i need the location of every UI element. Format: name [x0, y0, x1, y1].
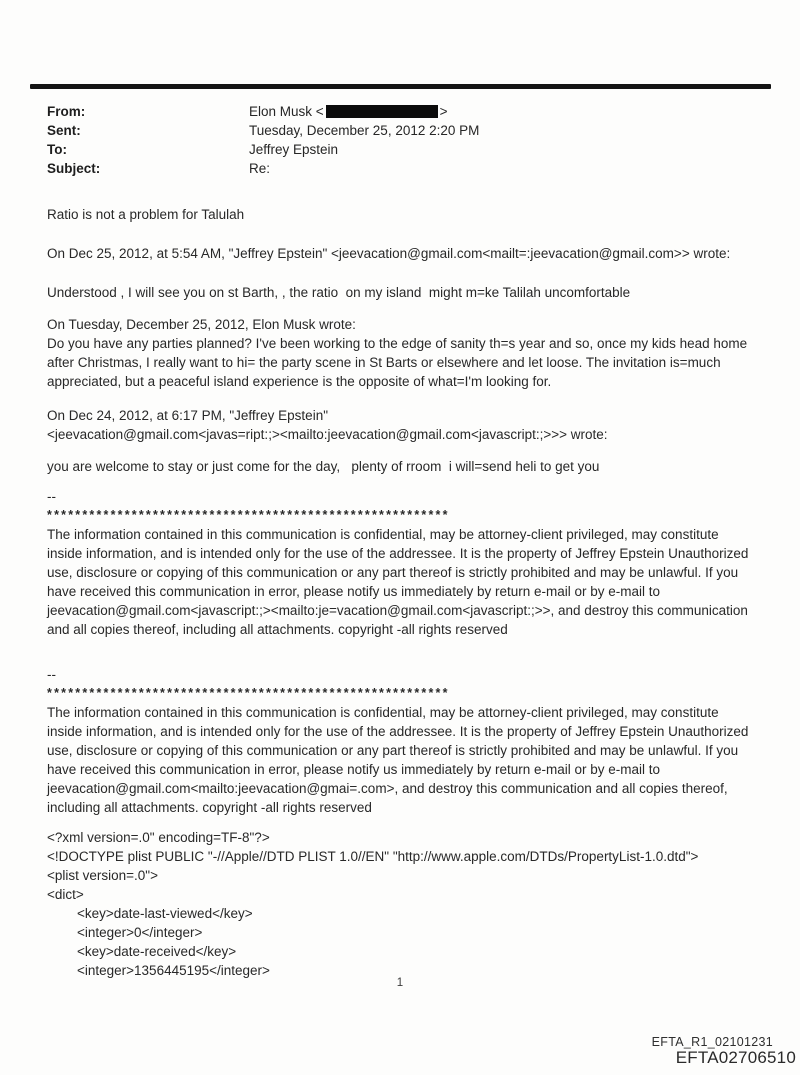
subject-label: Subject: [47, 161, 101, 176]
header-row-sent [47, 121, 770, 140]
quote1-attribution: On Dec 25, 2012, at 5:54 AM, "Jeffrey Epstein" <jeevacation@gmail.com<mailt=:jeevacation@gmail.com>> wrote: [47, 246, 731, 261]
plist-code-block [47, 828, 776, 980]
disclaimer1-line: have received this communication in error, please notify us immediately by return e-mail or by e-mail to [47, 584, 661, 599]
asterisk-divider: ********************************************************* [47, 686, 450, 700]
disclaimer2-line: The information contained in this communication is confidential, may be attorney-client privileged, may constitute [47, 705, 719, 720]
disclaimer2-line: use, disclosure or copying of this communication or any part thereof is strictly prohibited and may be unlawful. If you [47, 743, 739, 758]
quote3-attribution-block [47, 406, 776, 444]
signature-block-1 [47, 487, 776, 639]
body-line: appreciated, but a peaceful island experience is the opposite of what=I'm looking for. [47, 374, 552, 389]
quote3-text: you are welcome to stay or just come for the day, plenty of rroom i will=send heli to get you [47, 459, 600, 474]
quote2-block [47, 315, 776, 391]
header-row-from [47, 102, 770, 121]
asterisk-divider: ********************************************************* [47, 508, 450, 522]
plist-integer-line: <integer>1356445195</integer> [77, 963, 270, 978]
header-divider-rule [30, 84, 771, 89]
plist-doctype: <!DOCTYPE plist PUBLIC "-//Apple//DTD PLIST 1.0//EN" "http://www.apple.com/DTDs/PropertyList-1.0.dtd"> [47, 849, 699, 864]
sent-label: Sent: [47, 123, 81, 138]
header-row-to [47, 140, 770, 159]
disclaimer2-line: including all attachments. copyright -all rights reserved [47, 800, 372, 815]
plist-xml-declaration: <?xml version=.0" encoding=TF-8"?> [47, 830, 270, 845]
plist-dict-tag: <dict> [47, 887, 84, 902]
bates-stamp-efta: EFTA02706510 [675, 1048, 796, 1067]
from-value [249, 102, 448, 121]
reply-note: Ratio is not a problem for Talulah [47, 207, 245, 222]
to-label: To: [47, 142, 67, 157]
disclaimer2-line: have received this communication in error, please notify us immediately by return e-mail or by e-mail to [47, 762, 661, 777]
quote1-text: Understood , I will see you on st Barth, , the ratio on my island might m=ke Talilah uncomfortable [47, 285, 631, 300]
sender-name: Elon Musk < [249, 104, 324, 119]
from-value-suffix: > [439, 104, 448, 119]
header-row-subject [47, 159, 770, 178]
subject-value: Re: [249, 161, 271, 176]
disclaimer1-line: and all copies thereof, including all attachments. copyright -all rights reserved [47, 622, 508, 637]
to-value: Jeffrey Epstein [249, 142, 339, 157]
body-line: after Christmas, I really want to hi= the party scene in St Barts or elsewhere and let loose. The invitation is=much [47, 355, 721, 370]
disclaimer2-line: inside information, and is intended only for the use of the addressee. It is the property of Jeffrey Epstein Unauthorized [47, 724, 749, 739]
bates-stamp-r1: EFTA_R1_02101231 [651, 1035, 773, 1049]
quote3-attribution: On Dec 24, 2012, at 6:17 PM, "Jeffrey Epstein" [47, 408, 328, 423]
signature-delimiter: -- [47, 489, 56, 504]
quote2-attribution: On Tuesday, December 25, 2012, Elon Musk wrote: [47, 317, 356, 332]
plist-integer-line: <integer>0</integer> [77, 925, 203, 940]
disclaimer1-line: inside information, and is intended only for the use of the addressee. It is the property of Jeffrey Epstein Unauthorized [47, 546, 749, 561]
plist-key-line: <key>date-received</key> [77, 944, 237, 959]
disclaimer1-line: The information contained in this communication is confidential, may be attorney-client privileged, may constitute [47, 527, 719, 542]
email-header [47, 102, 770, 178]
plist-open-tag: <plist version=.0"> [47, 868, 158, 883]
quote3-attribution-address: <jeevacation@gmail.com<javas=ript:;><mailto:jeevacation@gmail.com<javascript:;>>> wrote: [47, 427, 608, 442]
body-line: Do you have any parties planned? I've been working to the edge of sanity th=s year and so, once my kids head home [47, 336, 748, 351]
disclaimer1-line: use, disclosure or copying of this communication or any part thereof is strictly prohibited and may be unlawful. If you [47, 565, 739, 580]
disclaimer2-line: jeevacation@gmail.com<mailto:jeevacation@gmai=.com>, and destroy this communication and all copies thereof, [47, 781, 728, 796]
signature-delimiter: -- [47, 667, 56, 682]
from-label: From: [47, 104, 86, 119]
email-body [47, 205, 776, 980]
page-number: 1 [396, 977, 404, 989]
sent-value: Tuesday, December 25, 2012 2:20 PM [249, 123, 480, 138]
redaction-bar [326, 105, 438, 118]
plist-key-line: <key>date-last-viewed</key> [77, 906, 253, 921]
signature-block-2 [47, 665, 776, 817]
disclaimer1-line: jeevacation@gmail.com<javascript:;><mailto:je=vacation@gmail.com<javascript:;>>, and destroy this communication [47, 603, 748, 618]
